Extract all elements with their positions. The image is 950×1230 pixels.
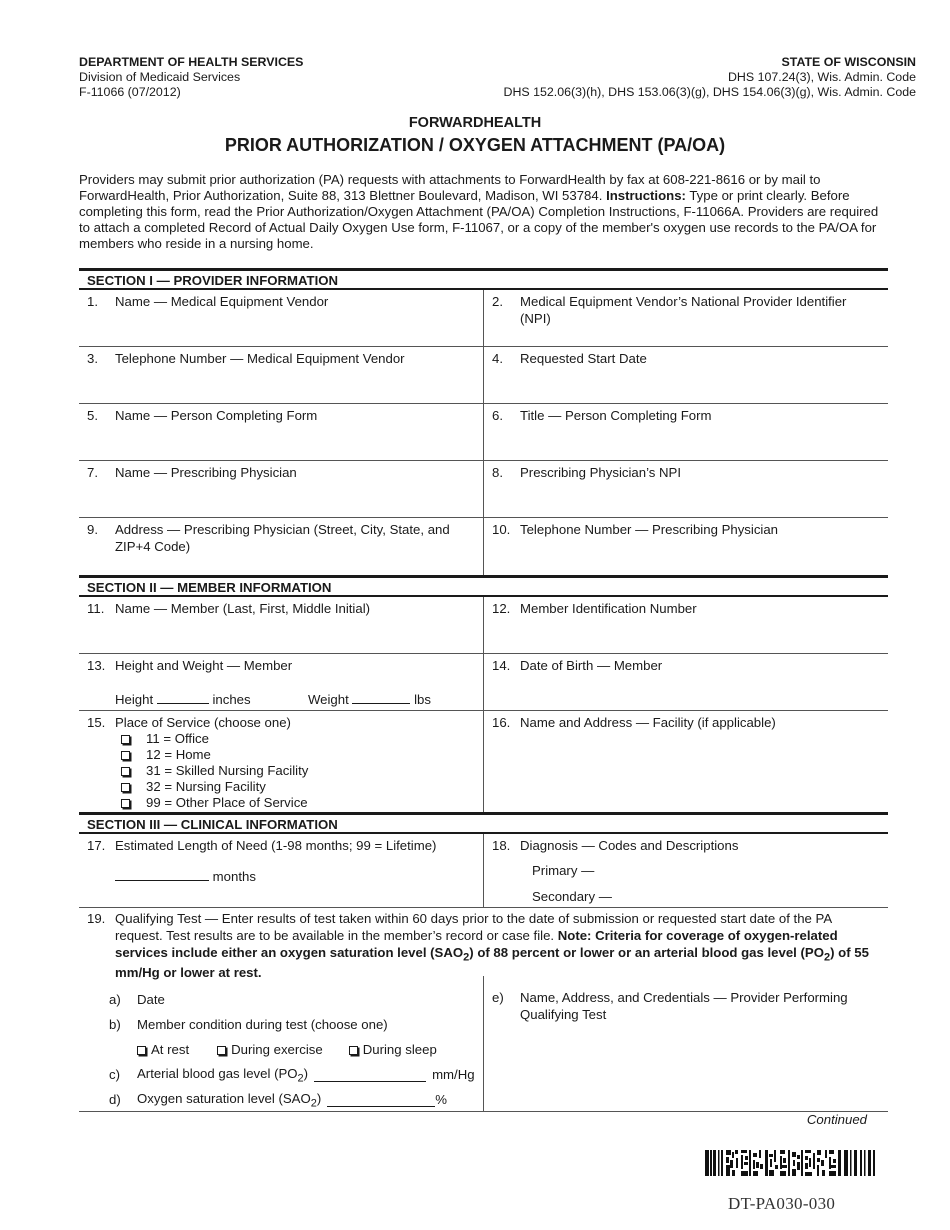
continued-label: Continued xyxy=(806,1112,867,1127)
item-number: 2. xyxy=(492,294,503,309)
form-row xyxy=(79,711,888,812)
form-row xyxy=(79,461,888,518)
field-label: Name — Person Completing Form xyxy=(115,408,318,423)
po2-unit: mm/Hg xyxy=(432,1067,475,1083)
state-header xyxy=(316,55,916,100)
field-completer-title[interactable] xyxy=(484,404,888,460)
height-input[interactable] xyxy=(157,692,209,704)
option-label: During sleep xyxy=(362,1042,437,1058)
title-agency: FORWARDHEALTH xyxy=(408,115,542,131)
qualifying-test-instructions: Qualifying Test — Enter results of test taken within 60 days prior to the date of submission or requested start date of the PA request. Test results are to be available in the member’s record or case file. xyxy=(115,911,832,943)
option-label: 99 = Other Place of Service xyxy=(146,795,308,811)
note-part: ) of 88 percent or lower or an arterial blood gas level (PO xyxy=(469,944,824,960)
checkbox-icon[interactable] xyxy=(121,783,130,792)
field-facility-name-address[interactable] xyxy=(484,711,888,812)
item-number: 19. xyxy=(87,911,106,926)
condition-at-rest[interactable] xyxy=(137,1042,189,1059)
condition-during-exercise[interactable] xyxy=(217,1042,323,1059)
document-code: DT-PA030-030 xyxy=(728,1194,836,1213)
field-label: Address — Prescribing Physician (Street, City, State, and ZIP+4 Code) xyxy=(115,522,450,554)
field-vendor-name[interactable] xyxy=(79,290,484,346)
item-number: 17. xyxy=(87,838,106,853)
field-length-of-need xyxy=(79,834,484,907)
field-physician-address[interactable] xyxy=(79,518,484,575)
label-part: ) xyxy=(303,1065,309,1081)
item-number: 18. xyxy=(492,838,511,853)
label-part: Arterial blood gas level (PO xyxy=(137,1065,298,1081)
field-label: Name and Address — Facility (if applicable) xyxy=(520,715,776,730)
admin-code-1: DHS 107.24(3), Wis. Admin. Code xyxy=(727,70,916,84)
field-member-dob[interactable] xyxy=(484,654,888,710)
item-number: 8. xyxy=(492,465,503,480)
checkbox-icon[interactable] xyxy=(121,767,130,776)
po2-input[interactable] xyxy=(314,1070,426,1082)
item-number: 9. xyxy=(87,522,98,537)
section-2-header: SECTION II — MEMBER INFORMATION xyxy=(79,575,888,597)
field-label: Member Identification Number xyxy=(520,601,697,616)
test-date[interactable] xyxy=(87,988,475,1013)
field-diagnosis xyxy=(484,834,888,907)
field-label: Name, Address, and Credentials — Provider Performing Qualifying Test xyxy=(520,990,848,1022)
member-condition xyxy=(87,1013,475,1038)
option-label: 12 = Home xyxy=(146,747,211,763)
field-member-id[interactable] xyxy=(484,597,888,653)
sub-key: a) xyxy=(109,992,121,1008)
subscript: 2 xyxy=(297,1072,304,1085)
diagnosis-primary[interactable]: Primary — xyxy=(532,862,595,878)
sao2-unit: % xyxy=(435,1092,447,1108)
item-number: 7. xyxy=(87,465,98,480)
pa-oa-form xyxy=(79,268,888,1112)
item-number: 6. xyxy=(492,408,503,423)
field-qualifying-test xyxy=(79,908,888,980)
weight-unit: lbs xyxy=(414,691,431,707)
barcode-icon xyxy=(705,1150,878,1176)
field-label xyxy=(137,1066,308,1086)
option-label: 32 = Nursing Facility xyxy=(146,779,266,795)
condition-options xyxy=(87,1038,475,1063)
section-3-header: SECTION III — CLINICAL INFORMATION xyxy=(79,812,888,834)
item-number: 5. xyxy=(87,408,98,423)
subscript: 2 xyxy=(823,951,831,964)
option-label: 11 = Office xyxy=(146,731,209,747)
field-label: Name — Member (Last, First, Middle Initial) xyxy=(115,601,371,616)
checkbox-icon[interactable] xyxy=(121,751,130,760)
place-of-service-options xyxy=(87,732,475,812)
field-label: Estimated Length of Need (1-98 months; 99 = Lifetime) xyxy=(115,838,437,853)
form-row xyxy=(79,404,888,461)
condition-during-sleep[interactable] xyxy=(349,1042,437,1059)
note-part: ) of 55 mm/Hg or lower at rest. xyxy=(115,944,869,980)
field-label: Telephone Number — Medical Equipment Vendor xyxy=(115,351,405,366)
option-label: At rest xyxy=(151,1042,190,1058)
field-label: Telephone Number — Prescribing Physician xyxy=(520,522,779,537)
item-number: 4. xyxy=(492,351,503,366)
item-number: 10. xyxy=(492,522,511,537)
division-name: Division of Medicaid Services xyxy=(79,70,241,84)
field-label: Member condition during test (choose one) xyxy=(137,1017,388,1033)
intro-text-1: Providers may submit prior authorization (PA) requests with attachments to ForwardHealth by fax at 608-221-8616 or by mail to ForwardHealth, Prior Authorization, Suite 88, 313 Blettner Boulevard, Madison, WI 53784. xyxy=(79,172,821,203)
weight-input[interactable] xyxy=(352,692,410,704)
field-height-weight xyxy=(79,654,484,710)
item-number: 15. xyxy=(87,715,106,730)
item-number: 3. xyxy=(87,351,98,366)
admin-code-2: DHS 152.06(3)(h), DHS 153.06(3)(g), DHS 154.06(3)(g), Wis. Admin. Code xyxy=(503,85,916,99)
field-physician-npi[interactable] xyxy=(484,461,888,517)
item-number: 14. xyxy=(492,658,511,673)
months-line xyxy=(87,869,475,886)
field-completer-name[interactable] xyxy=(79,404,484,460)
field-physician-name[interactable] xyxy=(79,461,484,517)
checkbox-icon[interactable] xyxy=(121,735,130,744)
pos-option-skilled-nursing[interactable] xyxy=(121,764,475,780)
field-label: Prescribing Physician’s NPI xyxy=(520,465,681,480)
height-weight-line xyxy=(87,692,475,709)
subscript: 2 xyxy=(463,951,470,964)
sub-key: e) xyxy=(492,990,504,1005)
option-label: During exercise xyxy=(231,1042,323,1058)
months-unit: months xyxy=(212,868,256,884)
field-requested-start-date[interactable] xyxy=(484,347,888,403)
item-number: 16. xyxy=(492,715,511,730)
height-label: Height xyxy=(115,691,154,707)
item-number: 1. xyxy=(87,294,98,309)
form-row xyxy=(79,976,888,1112)
field-label: Title — Person Completing Form xyxy=(520,408,712,423)
field-label: Height and Weight — Member xyxy=(115,658,293,673)
form-row xyxy=(79,347,888,404)
label-part: ) xyxy=(316,1090,322,1106)
pos-option-office[interactable] xyxy=(121,732,475,748)
form-title xyxy=(0,114,950,157)
department-name: DEPARTMENT OF HEALTH SERVICES xyxy=(79,55,304,69)
checkbox-icon[interactable] xyxy=(137,1046,146,1055)
form-number: F-11066 (07/2012) xyxy=(79,85,181,99)
field-physician-phone[interactable] xyxy=(484,518,888,575)
field-vendor-npi[interactable] xyxy=(484,290,888,346)
field-vendor-phone[interactable] xyxy=(79,347,484,403)
oxygen-saturation xyxy=(87,1088,475,1113)
field-label: Date of Birth — Member xyxy=(520,658,663,673)
months-input[interactable] xyxy=(115,869,209,881)
weight-label: Weight xyxy=(307,691,349,707)
field-label xyxy=(137,1091,321,1111)
form-row xyxy=(79,290,888,347)
field-member-name[interactable] xyxy=(79,597,484,653)
page-title: PRIOR AUTHORIZATION / OXYGEN ATTACHMENT (PA/OA) xyxy=(224,134,726,155)
arterial-blood-gas xyxy=(87,1063,475,1088)
form-row xyxy=(79,518,888,575)
item-number: 11. xyxy=(87,601,105,616)
field-test-provider[interactable] xyxy=(484,976,888,1111)
subscript: 2 xyxy=(310,1097,317,1110)
option-label: 31 = Skilled Nursing Facility xyxy=(146,763,309,779)
qualifying-test-results xyxy=(79,976,484,1111)
item-number: 12. xyxy=(492,601,511,616)
checkbox-icon[interactable] xyxy=(217,1046,226,1055)
height-unit: inches xyxy=(212,691,251,707)
item-number: 13. xyxy=(87,658,106,673)
checkbox-icon[interactable] xyxy=(121,799,130,808)
field-label: Name — Medical Equipment Vendor xyxy=(115,294,329,309)
instructions-label: Instructions: xyxy=(606,188,686,203)
diagnosis-secondary[interactable]: Secondary — xyxy=(532,888,612,904)
intro-paragraph xyxy=(79,172,879,252)
form-row xyxy=(79,834,888,908)
form-row xyxy=(79,654,888,711)
pos-option-home[interactable] xyxy=(121,748,475,764)
section-1-header: SECTION I — PROVIDER INFORMATION xyxy=(79,268,888,290)
sao2-input[interactable] xyxy=(327,1095,435,1107)
form-row xyxy=(79,597,888,654)
field-label: Name — Prescribing Physician xyxy=(115,465,297,480)
field-place-of-service xyxy=(79,711,484,812)
field-label: Requested Start Date xyxy=(520,351,647,366)
sub-key: c) xyxy=(109,1067,120,1083)
intro-text-2: Type or print clearly. Before completing this form, read the Prior Authorization/Oxygen Attachment (PA/OA) Completion Instructions, F-11066A. Providers are required to attach a completed Record of Actual Daily Oxygen Use form, F-11067, or a copy of the member's oxygen use records to the PA/OA for members who reside in a nursing home. xyxy=(79,188,879,251)
state-name: STATE OF WISCONSIN xyxy=(781,55,916,69)
label-part: Oxygen saturation level (SAO xyxy=(137,1090,311,1106)
field-label: Date xyxy=(137,992,165,1008)
pos-option-nursing-facility[interactable] xyxy=(121,780,475,796)
field-label: Medical Equipment Vendor’s National Provider Identifier (NPI) xyxy=(520,294,847,326)
qualifying-test-text xyxy=(115,911,880,981)
field-label: Place of Service (choose one) xyxy=(115,715,291,730)
sub-key: d) xyxy=(109,1092,121,1108)
field-label: Diagnosis — Codes and Descriptions xyxy=(520,838,739,853)
checkbox-icon[interactable] xyxy=(349,1046,358,1055)
note-part: Note: Criteria for coverage of oxygen-related services include either an oxygen saturation level (SAO xyxy=(115,927,838,960)
pos-option-other[interactable] xyxy=(121,796,475,812)
sub-key: b) xyxy=(109,1017,121,1033)
